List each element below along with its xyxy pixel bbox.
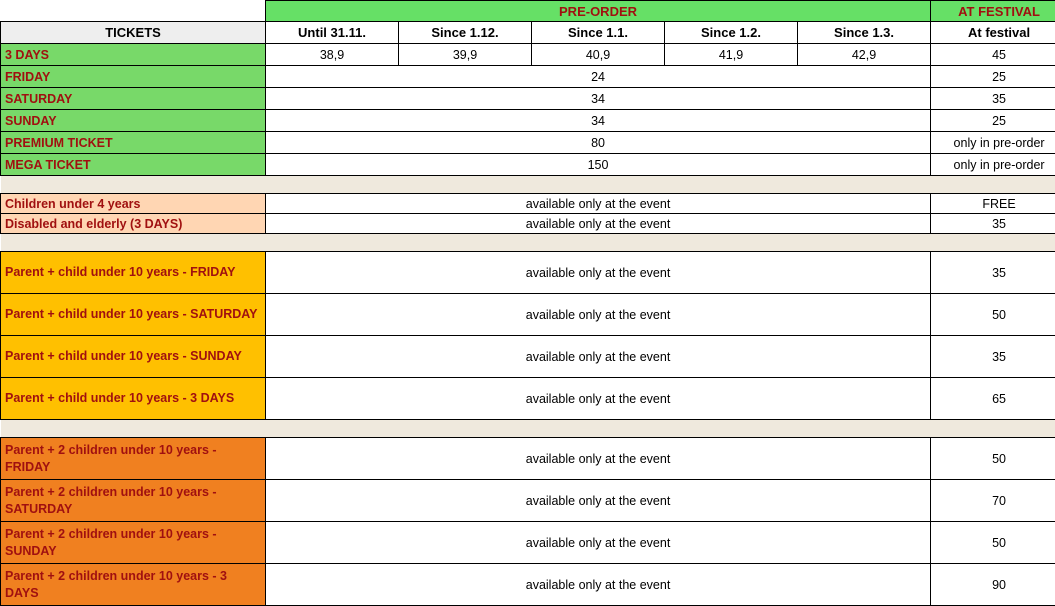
price-3-days-since-1-12: 39,9 <box>399 44 532 66</box>
table-row <box>1 110 1055 132</box>
table-row <box>1 132 1055 154</box>
price-sunday-at-festival: 25 <box>931 110 1055 132</box>
row-label-parent-2-children-saturday: Parent + 2 children under 10 years - SATURDAY <box>1 480 266 522</box>
price-friday-preorder: 24 <box>266 66 931 88</box>
spacer-cell <box>1 234 1055 252</box>
price-premium-preorder: 80 <box>266 132 931 154</box>
note-parent-2-children-3-days: available only at the event <box>266 564 931 606</box>
header-col-since-1-3: Since 1.3. <box>798 22 931 44</box>
row-label-parent-2-children-friday: Parent + 2 children under 10 years - FRIDAY <box>1 438 266 480</box>
header-col-at-festival: At festival <box>931 22 1055 44</box>
header-col-since-1-2: Since 1.2. <box>665 22 798 44</box>
section-spacer <box>1 420 1055 438</box>
price-parent-2-children-3-days: 90 <box>931 564 1055 606</box>
header-col-since-1-12: Since 1.12. <box>399 22 532 44</box>
price-mega-at-festival: only in pre-order <box>931 154 1055 176</box>
row-label-sunday: SUNDAY <box>1 110 266 132</box>
price-parent-2-children-saturday: 70 <box>931 480 1055 522</box>
row-label-parent-child-sunday: Parent + child under 10 years - SUNDAY <box>1 336 266 378</box>
price-3-days-since-1-1: 40,9 <box>532 44 665 66</box>
table-row <box>1 214 1055 234</box>
price-friday-at-festival: 25 <box>931 66 1055 88</box>
row-label-friday: FRIDAY <box>1 66 266 88</box>
row-label-parent-child-friday: Parent + child under 10 years - FRIDAY <box>1 252 266 294</box>
row-label-children-under-4: Children under 4 years <box>1 194 266 214</box>
row-label-saturday: SATURDAY <box>1 88 266 110</box>
price-mega-preorder: 150 <box>266 154 931 176</box>
table-row <box>1 522 1055 564</box>
table-row <box>1 336 1055 378</box>
row-label-mega-ticket: MEGA TICKET <box>1 154 266 176</box>
table-row <box>1 44 1055 66</box>
table-row <box>1 66 1055 88</box>
price-parent-2-children-sunday: 50 <box>931 522 1055 564</box>
note-parent-child-friday: available only at the event <box>266 252 931 294</box>
table-row <box>1 194 1055 214</box>
header-at-festival: AT FESTIVAL <box>931 1 1055 22</box>
header-tickets: TICKETS <box>1 22 266 44</box>
header-blank-cell <box>1 1 266 22</box>
price-sunday-preorder: 34 <box>266 110 931 132</box>
price-saturday-preorder: 34 <box>266 88 931 110</box>
price-parent-child-friday: 35 <box>931 252 1055 294</box>
price-parent-child-3-days: 65 <box>931 378 1055 420</box>
table-row <box>1 154 1055 176</box>
price-premium-at-festival: only in pre-order <box>931 132 1055 154</box>
price-3-days-at-festival: 45 <box>931 44 1055 66</box>
row-label-parent-2-children-sunday: Parent + 2 children under 10 years - SUNDAY <box>1 522 266 564</box>
note-parent-2-children-saturday: available only at the event <box>266 480 931 522</box>
table-row <box>1 438 1055 480</box>
row-label-premium-ticket: PREMIUM TICKET <box>1 132 266 154</box>
section-spacer <box>1 234 1055 252</box>
table-column-header-row <box>1 22 1055 44</box>
price-3-days-until-31-11: 38,9 <box>266 44 399 66</box>
header-preorder: PRE-ORDER <box>266 1 931 22</box>
table-row <box>1 88 1055 110</box>
price-parent-child-sunday: 35 <box>931 336 1055 378</box>
price-saturday-at-festival: 35 <box>931 88 1055 110</box>
price-3-days-since-1-2: 41,9 <box>665 44 798 66</box>
table-row <box>1 564 1055 606</box>
note-parent-child-saturday: available only at the event <box>266 294 931 336</box>
section-spacer <box>1 176 1055 194</box>
note-parent-child-sunday: available only at the event <box>266 336 931 378</box>
note-disabled-elderly: available only at the event <box>266 214 931 234</box>
row-label-parent-child-saturday: Parent + child under 10 years - SATURDAY <box>1 294 266 336</box>
spacer-cell <box>1 420 1055 438</box>
row-label-parent-2-children-3-days: Parent + 2 children under 10 years - 3 DAYS <box>1 564 266 606</box>
header-col-until-31-11: Until 31.11. <box>266 22 399 44</box>
table-row <box>1 252 1055 294</box>
table-row <box>1 378 1055 420</box>
price-parent-child-saturday: 50 <box>931 294 1055 336</box>
spacer-cell <box>1 176 1055 194</box>
note-children-under-4: available only at the event <box>266 194 931 214</box>
price-children-under-4-at-festival: FREE <box>931 194 1055 214</box>
table-header-band <box>1 1 1055 22</box>
row-label-disabled-elderly: Disabled and elderly (3 DAYS) <box>1 214 266 234</box>
price-disabled-elderly-at-festival: 35 <box>931 214 1055 234</box>
note-parent-2-children-friday: available only at the event <box>266 438 931 480</box>
price-3-days-since-1-3: 42,9 <box>798 44 931 66</box>
header-col-since-1-1: Since 1.1. <box>532 22 665 44</box>
note-parent-2-children-sunday: available only at the event <box>266 522 931 564</box>
table-row <box>1 480 1055 522</box>
table-row <box>1 294 1055 336</box>
row-label-parent-child-3-days: Parent + child under 10 years - 3 DAYS <box>1 378 266 420</box>
price-parent-2-children-friday: 50 <box>931 438 1055 480</box>
row-label-3-days: 3 DAYS <box>1 44 266 66</box>
note-parent-child-3-days: available only at the event <box>266 378 931 420</box>
